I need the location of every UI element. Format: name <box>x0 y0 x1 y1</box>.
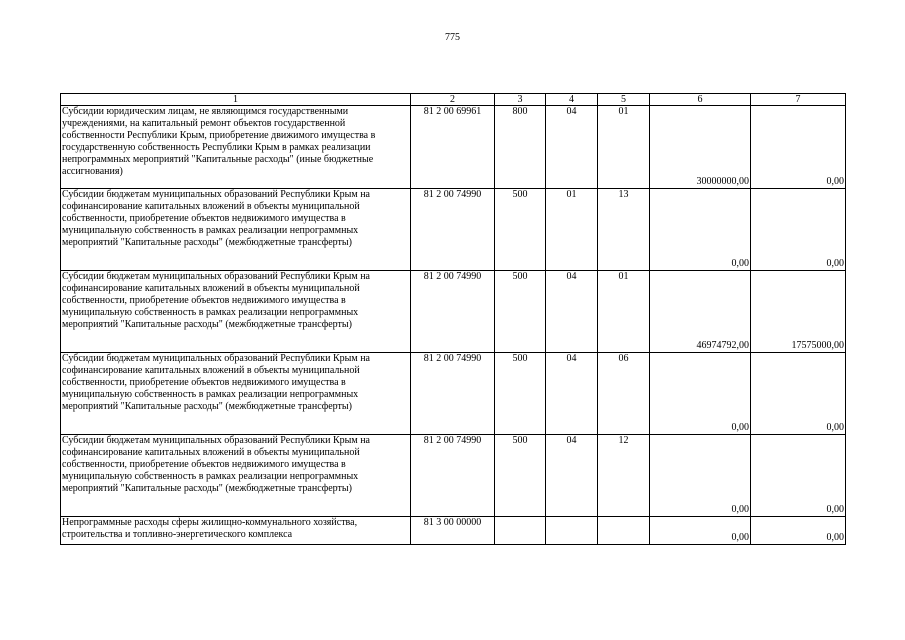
row-pr-code: 13 <box>598 189 650 271</box>
row-vr-code: 800 <box>495 106 546 189</box>
row-csr-code: 81 2 00 69961 <box>411 106 495 189</box>
row-rz-code: 04 <box>546 271 598 353</box>
row-pr-code: 06 <box>598 353 650 435</box>
table-row <box>61 353 846 435</box>
row-sum-col7: 0,00 <box>751 189 846 271</box>
row-pr-code: 01 <box>598 106 650 189</box>
row-csr-code: 81 2 00 74990 <box>411 435 495 517</box>
row-description: Непрограммные расходы сферы жилищно-коммунального хозяйства, строительства и топливно-энергетического комплекса <box>61 517 411 545</box>
column-header: 3 <box>495 94 546 106</box>
row-sum-col7: 0,00 <box>751 353 846 435</box>
row-sum-col6: 0,00 <box>650 189 751 271</box>
row-vr-code: 500 <box>495 353 546 435</box>
row-csr-code: 81 2 00 74990 <box>411 353 495 435</box>
table-row <box>61 435 846 517</box>
row-pr-code: 12 <box>598 435 650 517</box>
column-header: 4 <box>546 94 598 106</box>
row-rz-code: 04 <box>546 106 598 189</box>
row-csr-code: 81 3 00 00000 <box>411 517 495 545</box>
row-pr-code <box>598 517 650 545</box>
row-vr-code: 500 <box>495 271 546 353</box>
row-sum-col6: 46974792,00 <box>650 271 751 353</box>
row-sum-col7: 0,00 <box>751 106 846 189</box>
row-vr-code <box>495 517 546 545</box>
row-description: Субсидии бюджетам муниципальных образований Республики Крым на софинансирование капитальных вложений в объекты муниципальной собственности, приобретение объектов недвижимого имущества в муниципальную собственность в рамках реализации непрограммных мероприятий "Капитальные расходы" (межбюджетные трансферты) <box>61 435 411 517</box>
row-csr-code: 81 2 00 74990 <box>411 189 495 271</box>
budget-table <box>60 93 846 545</box>
column-header: 2 <box>411 94 495 106</box>
row-sum-col6: 0,00 <box>650 435 751 517</box>
table-row <box>61 189 846 271</box>
row-sum-col6: 0,00 <box>650 353 751 435</box>
row-rz-code: 01 <box>546 189 598 271</box>
column-header: 1 <box>61 94 411 106</box>
row-sum-col7: 0,00 <box>751 517 846 545</box>
row-sum-col6: 0,00 <box>650 517 751 545</box>
row-description: Субсидии бюджетам муниципальных образований Республики Крым на софинансирование капитальных вложений в объекты муниципальной собственности, приобретение объектов недвижимого имущества в муниципальную собственность в рамках реализации непрограммных мероприятий "Капитальные расходы" (межбюджетные трансферты) <box>61 353 411 435</box>
row-sum-col6: 30000000,00 <box>650 106 751 189</box>
page-number: 775 <box>445 32 460 43</box>
row-pr-code: 01 <box>598 271 650 353</box>
table-row <box>61 106 846 189</box>
row-vr-code: 500 <box>495 435 546 517</box>
row-csr-code: 81 2 00 74990 <box>411 271 495 353</box>
column-header: 5 <box>598 94 650 106</box>
column-header: 7 <box>751 94 846 106</box>
row-description: Субсидии бюджетам муниципальных образований Республики Крым на софинансирование капитальных вложений в объекты муниципальной собственности, приобретение объектов недвижимого имущества в муниципальную собственность в рамках реализации непрограммных мероприятий "Капитальные расходы" (межбюджетные трансферты) <box>61 189 411 271</box>
column-header: 6 <box>650 94 751 106</box>
table-row <box>61 517 846 545</box>
row-sum-col7: 17575000,00 <box>751 271 846 353</box>
row-rz-code <box>546 517 598 545</box>
header-row <box>61 94 846 106</box>
row-description: Субсидии бюджетам муниципальных образований Республики Крым на софинансирование капитальных вложений в объекты муниципальной собственности, приобретение объектов недвижимого имущества в муниципальную собственность в рамках реализации непрограммных мероприятий "Капитальные расходы" (межбюджетные трансферты) <box>61 271 411 353</box>
row-sum-col7: 0,00 <box>751 435 846 517</box>
row-rz-code: 04 <box>546 435 598 517</box>
table-row <box>61 271 846 353</box>
row-rz-code: 04 <box>546 353 598 435</box>
row-vr-code: 500 <box>495 189 546 271</box>
row-description: Субсидии юридическим лицам, не являющимся государственными учреждениями, на капитальный ремонт объектов государственной собственности Республики Крым, приобретение движимого имущества в государственную собственность Республики Крым в рамках реализации непрограммных мероприятий "Капитальные расходы" (иные бюджетные ассигнования) <box>61 106 411 189</box>
